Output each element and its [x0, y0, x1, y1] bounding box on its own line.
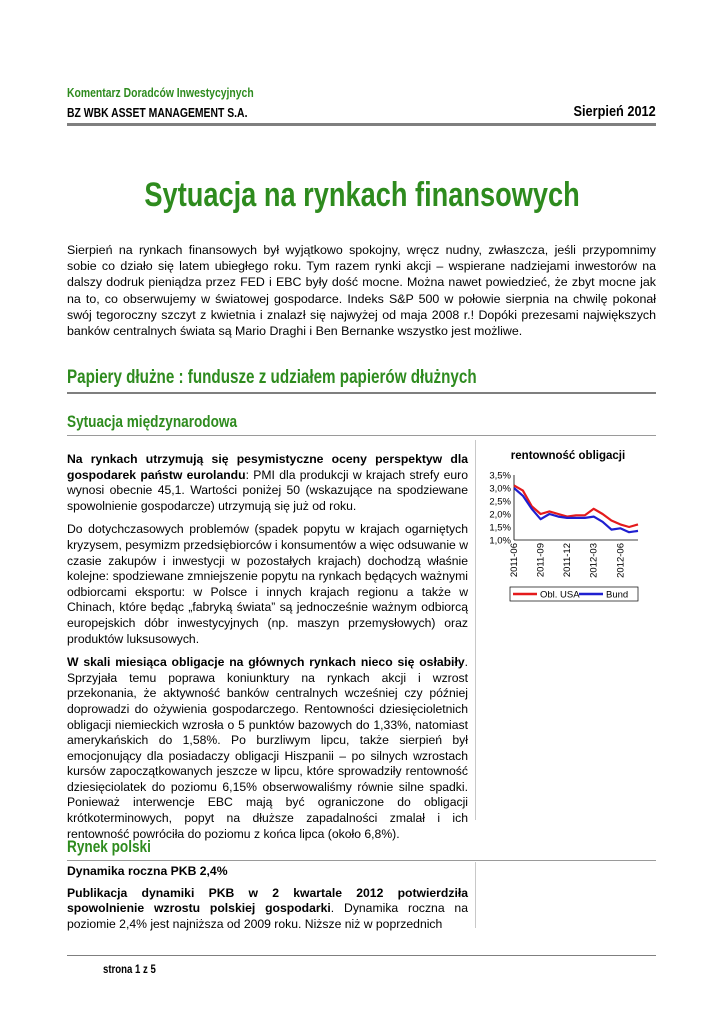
- company-line: Komentarz Doradców Inwestycyjnych: [67, 85, 254, 100]
- bond-yield-chart: [478, 465, 658, 615]
- paragraph: Do dotychczasowych problemów (spadek popytu w krajach ogarniętych kryzysem, pesymizm przedsiębiorców i konsumentów a więc odsuwanie w czasie zakupów i inwestycji w pozostałych krajach) dochodzą właśnie kolejne: spodziewane zmniejszenie popytu na rynkach będących ważnymi odbiorcami eksportu: w Polsce i innych krajach regionu a także w Chinach, które będąc „fabryką świata” są jednocześnie ważnym odbiorcą europejskich dóbr inwestycyjnych (np. maszyn przemysłowych) oraz produktów luksusowych.: [67, 522, 468, 646]
- intro-paragraph: Sierpień na rynkach finansowych był wyjątkowo spokojny, wręcz nudny, zwłaszcza, jeśli przypomnimy sobie co działo się latem ubiegłego roku. Tym razem rynki akcji – wspierane nadziejami inwestorów na dalszy dodruk pieniądza przez FED i EBC były dość mocne. Można nawet powiedzieć, że zbyt mocne jak na to, co obserwujemy w światowej gospodarce. Indeks S&P 500 w połowie sierpnia na chwilę pokonał swój tegoroczny szczyt z kwietnia i znalazł się najwyżej od maja 2008 r.! Dopóki prezesami największych banków centralnych świata są Mario Draghi i Ben Bernanke wszystko jest możliwe.: [67, 243, 656, 339]
- paragraph-body: . Sprzyjała temu poprawa koniunktury na rynkach akcji i wzrost przekonania, że aktywność banków centralnych wcześniej czy później doprowadzi do ożywienia gospodarczego. Rentowności dziesięcioletnich obligacji niemieckich wzrosła o 5 punktów bazowych do 1,33%, natomiast amerykańskich do 1,58%. Po burzliwym lipcu, także sierpień był emocjonujący dla posiadaczy obligacji Hiszpanii – po silnych wzrostach kursów zapoczątkowanych jeszcze w lipcu, które sprowadziły rentowność dziesięciolatek do poziomu 6,15% obserwowaliśmy równie silne spadki. Ponieważ interwencje EBC mają być ograniczone do obligacji krótkoterminowych, popyt na dłuższe zapadalności zmalał i ich rentowność powróciła do poziomu z końca lipca (około 6,8%).: [67, 655, 468, 841]
- legend-label: Obl. USA: [540, 589, 580, 601]
- page-title-text: Sytuacja na rynkach finansowych: [144, 176, 580, 214]
- paragraph-body: . Dynamika roczna na poziomie 2,4% jest najniższa od 2009 roku. Niższe niż w poprzednich: [67, 901, 468, 931]
- series-line: [514, 488, 638, 532]
- y-tick-label: 3,5%: [489, 470, 511, 482]
- column-divider: [475, 440, 476, 820]
- x-tick-label: 2011-09: [535, 543, 547, 578]
- x-tick-label: 2011-06: [509, 543, 520, 578]
- x-tick-label: 2011-12: [562, 543, 574, 578]
- x-tick-label: 2012-06: [615, 543, 627, 578]
- paragraph-lead: Na rynkach utrzymują się pesymistyczne oceny perspektyw dla gospodarek państw eurolandu: [67, 452, 468, 482]
- y-tick-label: 1,5%: [489, 522, 511, 534]
- subsection-title-international: Sytuacja międzynarodowa: [67, 412, 238, 431]
- paragraph: [67, 886, 468, 933]
- poland-text: [67, 864, 468, 940]
- gdp-heading: [67, 864, 468, 880]
- y-tick-label: 1,0%: [489, 535, 511, 547]
- x-tick-label: 2012-03: [588, 543, 600, 578]
- subsection-rule-2: [67, 860, 656, 861]
- report-date: Sierpień 2012: [573, 103, 656, 120]
- paragraph-body: : PMI dla produkcji w krajach strefy euro wynosi obecnie 45,1. Wartości poniżej 50 (wskazujące na spodziewane spowolnienie gospodarcze) utrzymują się już od roku.: [67, 467, 468, 513]
- subsection-title-poland: Rynek polski: [67, 837, 151, 856]
- gdp-heading-text: Dynamika roczna PKB 2,4%: [67, 864, 228, 878]
- paragraph-lead: W skali miesiąca obligacje na głównych rynkach nieco się osłabiły: [67, 655, 465, 670]
- section-rule: [67, 392, 656, 394]
- column-divider-2: [475, 862, 476, 928]
- section-title: Papiery dłużne : fundusze z udziałem papierów dłużnych: [67, 367, 477, 388]
- footer-rule: [67, 955, 656, 956]
- y-tick-label: 2,5%: [489, 496, 511, 508]
- international-text: [67, 452, 468, 850]
- subsection-rule: [67, 435, 656, 436]
- page-number: strona 1 z 5: [103, 962, 156, 976]
- y-tick-label: 2,0%: [489, 509, 511, 521]
- series-line: [514, 485, 638, 527]
- y-tick-label: 3,0%: [489, 483, 511, 495]
- page-title: [0, 176, 724, 215]
- paragraph: [67, 655, 468, 842]
- header-rule: [67, 123, 656, 126]
- paragraph: [67, 452, 468, 514]
- firm-name: BZ WBK ASSET MANAGEMENT S.A.: [67, 105, 248, 120]
- legend-label: Bund: [606, 589, 629, 601]
- paragraph-lead: Publikacja dynamiki PKB w 2 kwartale 2012 potwierdziła spowolnienie wzrostu polskiej gospodarki: [67, 885, 468, 916]
- chart-title: rentowność obligacji: [510, 450, 626, 462]
